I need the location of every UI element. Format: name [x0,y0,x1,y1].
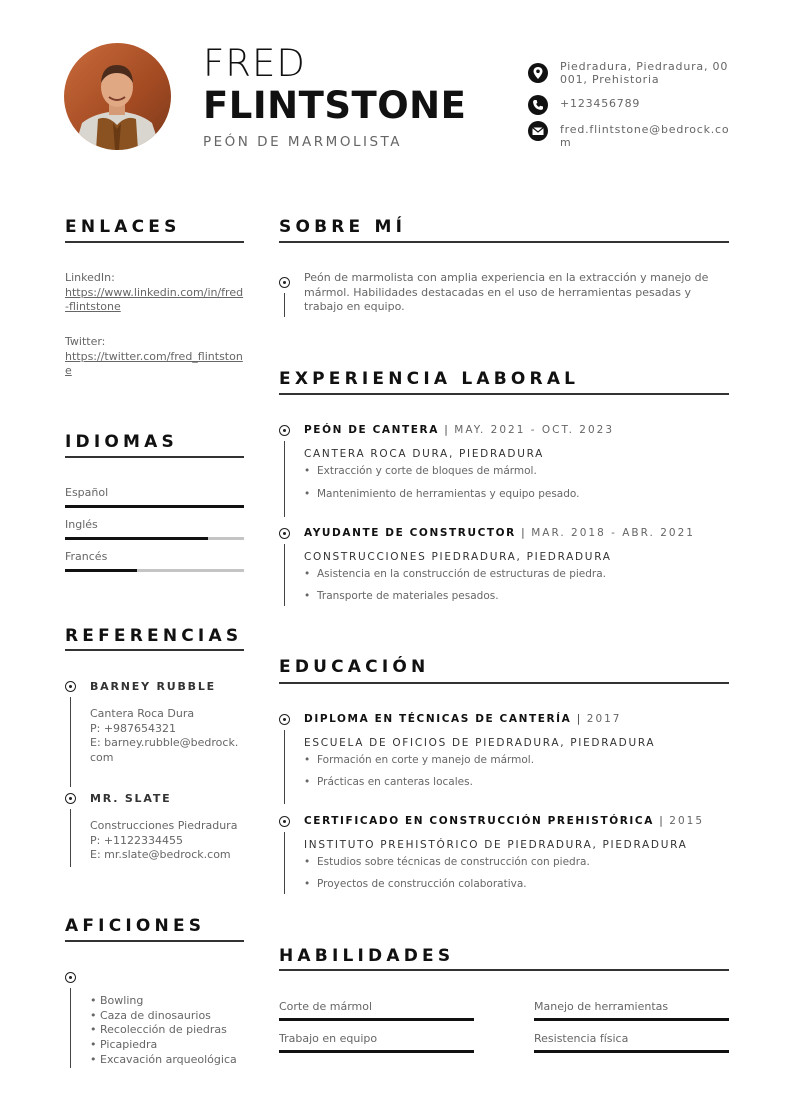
job-role: PEÓN DE CANTERA [304,424,439,436]
language-bar [65,537,244,540]
education-header: DIPLOMA EN TÉCNICAS DE CANTERÍA | 2017 [304,713,622,725]
reference-phone: P: +1122334455 [90,833,184,847]
education-degree: CERTIFICADO EN CONSTRUCCIÓN PREHISTÓRICA [304,815,654,827]
skill-bar [279,1050,474,1053]
education-school: INSTITUTO PREHISTÓRICO DE PIEDRADURA, PIEDRADURA [304,839,688,851]
hobby-item: • Bowling [90,994,144,1007]
language-bar [65,569,244,572]
section-title-experiencia: EXPERIENCIA LABORAL [279,369,580,389]
job-dates: MAR. 2018 - ABR. 2021 [531,527,695,539]
skill-bar-fill [279,1018,474,1021]
section-divider [65,940,244,942]
timeline-marker-icon [279,425,290,436]
skill-name: Trabajo en equipo [279,1032,378,1045]
timeline-marker-icon [65,972,76,983]
section-divider [65,456,244,458]
skill-bar-fill [534,1050,729,1053]
section-title-aficiones: AFICIONES [65,916,206,936]
job-bullet: • Asistencia en la construcción de estructuras de piedra. [304,568,607,580]
hobbies-list [90,994,237,1068]
job-header: PEÓN DE CANTERA | MAY. 2021 - OCT. 2023 [304,424,615,436]
skill-bar [279,1018,474,1021]
map-pin-icon [528,63,548,83]
first-name: FRED [203,42,306,85]
education-year: 2015 [669,815,705,827]
job-company: CANTERA ROCA DURA, PIEDRADURA [304,448,545,460]
timeline-line [70,809,71,867]
phone-text: +123456789 [560,97,641,110]
job-title: PEÓN DE MARMOLISTA [203,134,402,150]
skill-bar [534,1018,729,1021]
link-twitter [65,335,244,379]
timeline-line [70,697,71,787]
job-dates: MAY. 2021 - OCT. 2023 [454,424,615,436]
timeline-marker-icon [65,793,76,804]
timeline-marker-icon [65,681,76,692]
reference-company: Cantera Roca Dura [90,707,195,720]
section-title-sobre-mi: SOBRE MÍ [279,217,407,237]
education-bullet: • Proyectos de construcción colaborativa. [304,878,527,890]
skill-name: Corte de mármol [279,1000,373,1013]
reference-email: E: barney.rubble@bedrock.com [90,736,239,764]
section-divider [65,241,244,243]
education-bullet: • Formación en corte y manejo de mármol. [304,754,535,766]
skill-bar-fill [534,1018,729,1021]
section-divider [279,969,729,971]
section-title-habilidades: HABILIDADES [279,946,455,966]
timeline-marker-icon [279,528,290,539]
timeline-line [284,441,285,517]
education-year: 2017 [586,713,622,725]
link-label: Twitter: [65,335,106,348]
reference-details [90,707,244,765]
twitter-url[interactable]: https://twitter.com/fred_flintstone [65,349,243,377]
section-divider [279,682,729,684]
job-header: AYUDANTE DE CONSTRUCTOR | MAR. 2018 - ABR. 2021 [304,527,695,539]
timeline-line [284,832,285,894]
language-name: Inglés [65,518,98,531]
language-bar-fill [65,505,244,508]
email-text: fred.flintstone@bedrock.com [560,123,730,149]
education-degree: DIPLOMA EN TÉCNICAS DE CANTERÍA [304,713,572,725]
timeline-line [284,293,285,317]
section-title-idiomas: IDIOMAS [65,432,178,452]
language-bar-fill [65,569,137,572]
job-bullet: • Mantenimiento de herramientas y equipo pesado. [304,488,580,500]
skill-bar-fill [279,1050,474,1053]
section-divider [279,241,729,243]
timeline-marker-icon [279,816,290,827]
profile-photo [64,43,171,150]
education-bullet: • Estudios sobre técnicas de construcción con piedra. [304,856,590,868]
section-title-educacion: EDUCACIÓN [279,657,430,677]
about-text: Peón de marmolista con amplia experiencia en la extracción y manejo de mármol. Habilidades destacadas en el uso de herramientas pesadas y trabajo en equipo. [304,271,709,313]
reference-name: MR. SLATE [90,792,172,805]
reference-phone: P: +987654321 [90,721,177,735]
reference-name: BARNEY RUBBLE [90,680,216,693]
hobby-item: • Picapiedra [90,1038,158,1052]
mail-icon [528,121,548,141]
education-school: ESCUELA DE OFICIOS DE PIEDRADURA, PIEDRADURA [304,737,656,749]
section-title-enlaces: ENLACES [65,217,181,237]
link-linkedin [65,271,244,315]
linkedin-url[interactable]: https://www.linkedin.com/in/fred-flintstone [65,285,244,313]
skill-bar [534,1050,729,1053]
language-bar-fill [65,537,208,540]
hobby-item: • Caza de dinosaurios [90,1008,211,1022]
skill-name: Resistencia física [534,1032,629,1045]
job-role: AYUDANTE DE CONSTRUCTOR [304,527,516,539]
education-bullet: • Prácticas en canteras locales. [304,776,473,788]
hobby-item: • Recolección de piedras [90,1023,227,1037]
timeline-marker-icon [279,277,290,288]
section-title-referencias: REFERENCIAS [65,626,243,646]
job-company: CONSTRUCCIONES PIEDRADURA, PIEDRADURA [304,551,612,563]
language-bar [65,505,244,508]
phone-icon [528,95,548,115]
reference-details [90,819,244,863]
language-name: Español [65,486,109,499]
timeline-line [284,544,285,606]
skill-name: Manejo de herramientas [534,1000,669,1013]
hobby-item: • Excavación arqueológica [90,1052,237,1066]
education-header: CERTIFICADO EN CONSTRUCCIÓN PREHISTÓRICA | 2015 [304,815,705,827]
timeline-marker-icon [279,714,290,725]
link-label: LinkedIn: [65,271,115,284]
last-name: FLINTSTONE [203,84,467,127]
reference-email: E: mr.slate@bedrock.com [90,848,231,861]
section-divider [65,649,244,651]
timeline-line [70,988,71,1068]
reference-company: Construcciones Piedradura [90,819,238,832]
timeline-line [284,730,285,804]
job-bullet: • Extracción y corte de bloques de mármol. [304,465,537,477]
job-bullet: • Transporte de materiales pesados. [304,590,499,602]
section-divider [279,393,729,395]
language-name: Francés [65,550,108,563]
address-text: Piedradura, Piedradura, 00001, Prehistoria [560,60,729,86]
